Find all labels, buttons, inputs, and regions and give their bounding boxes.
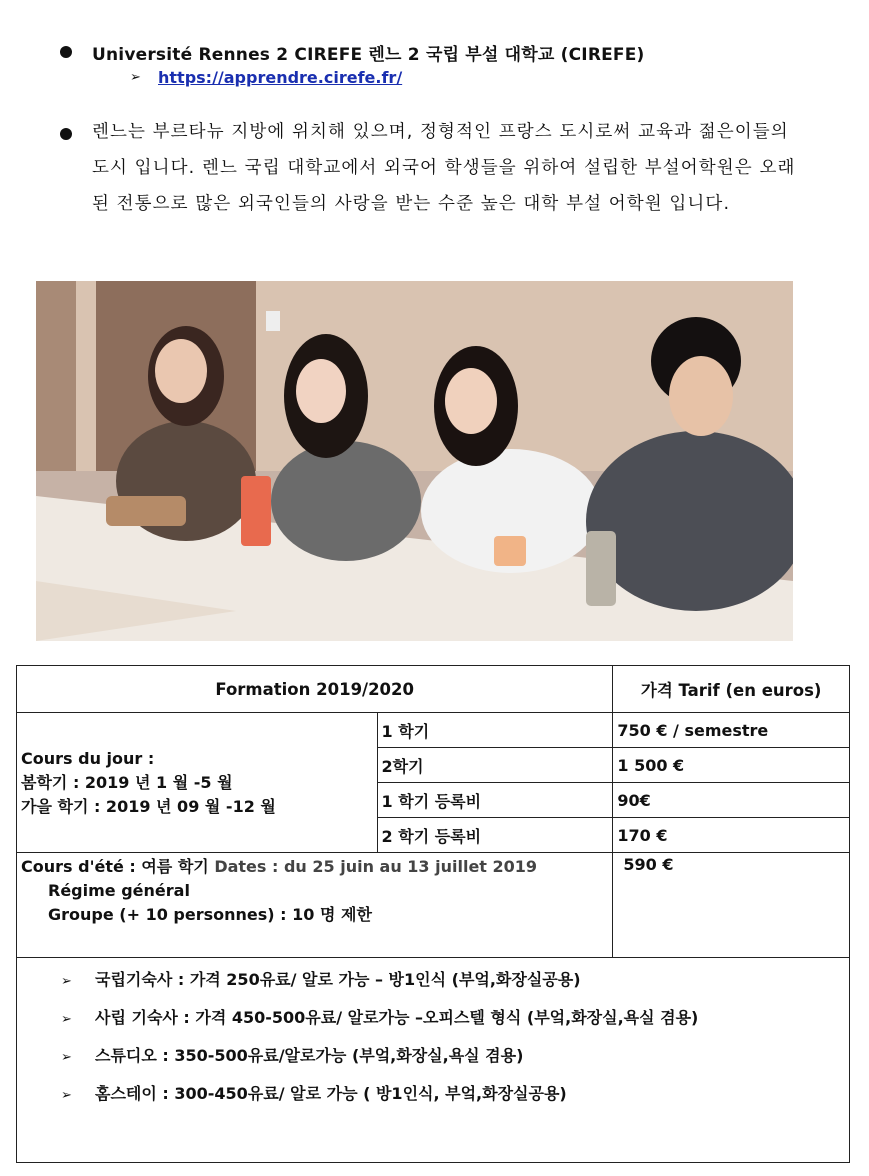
row-price: 1 500 € [613,748,850,783]
bullet-icon [60,46,72,58]
row-price: 90€ [613,783,850,818]
link-row [130,68,402,87]
spring-semester: 봄학기 : 2019 년 1 월 -5 월 [21,772,233,792]
bullet-icon [60,128,72,140]
regime-general: Régime général [48,881,190,900]
price-table [16,665,850,958]
cours-ete-cell [17,853,613,958]
school-bullet [60,40,645,65]
cours-jour-cell [17,713,378,853]
cours-ete-price: 590 € [613,853,850,958]
autumn-semester: 가을 학기 : 2019 년 09 월 -12 월 [21,796,276,816]
table-row [17,713,850,748]
row-price: 750 € / semestre [613,713,850,748]
list-item: ➢ 사립 기숙사 : 가격 450-500유료/ 알로가능 –오피스텔 형식 (부엌,화장실,욕실 겸용) [61,1000,841,1038]
row-label: 2학기 [377,748,613,783]
summer-row [17,853,850,958]
school-name: Université Rennes 2 CIREFE 렌느 2 국립 부설 대학교 (CIREFE) [92,45,645,65]
school-link[interactable]: https://apprendre.cirefe.fr/ [158,68,403,87]
arrow-bullet-icon: ➢ [61,1088,72,1103]
cours-ete-dates: Dates : du 25 juin au 13 juillet 2019 [208,857,538,876]
groupe-limit: Groupe (+ 10 personnes) : 10 명 제한 [48,905,372,924]
row-price: 170 € [613,818,850,853]
list-item: ➢ 국립기숙사 : 가격 250유료/ 알로 가능 – 방1인식 (부엌,화장실공용) [61,962,841,1000]
cours-jour-title: Cours du jour : [21,748,155,768]
arrow-bullet-icon: ➢ [61,1012,72,1027]
list-item: ➢ 홈스테이 : 300-450유료/ 알로 가능 ( 방1인식, 부엌,화장실공용) [61,1076,841,1114]
table-header-row [17,666,850,713]
housing-box [16,958,850,1163]
arrow-bullet-icon: ➢ [130,70,141,85]
description-bullet [60,122,804,222]
arrow-bullet-icon: ➢ [61,974,72,989]
row-label: 1 학기 등록비 [377,783,613,818]
row-label: 1 학기 [377,713,613,748]
row-label: 2 학기 등록비 [377,818,613,853]
classroom-photo [36,281,793,641]
housing-list [61,962,841,1114]
header-formation: Formation 2019/2020 [17,666,613,713]
cours-ete-title: Cours d'été : 여름 학기 [21,857,209,876]
list-item: ➢ 스튜디오 : 350-500유료/알로가능 (부엌,화장실,욕실 겸용) [61,1038,841,1076]
header-price: 가격 Tarif (en euros) [613,666,850,713]
description-text: 렌느는 부르타뉴 지방에 위치해 있으며, 정형적인 프랑스 도시로써 교육과 젊은이들의 도시 입니다. 렌느 국립 대학교에서 외국어 학생들을 위하여 설립한 부설어학원은 오래된 전통으로 많은 외국인들의 사랑을 받는 수준 높은 대학 부설 어학원 입니다. [92,122,796,214]
arrow-bullet-icon: ➢ [61,1050,72,1065]
